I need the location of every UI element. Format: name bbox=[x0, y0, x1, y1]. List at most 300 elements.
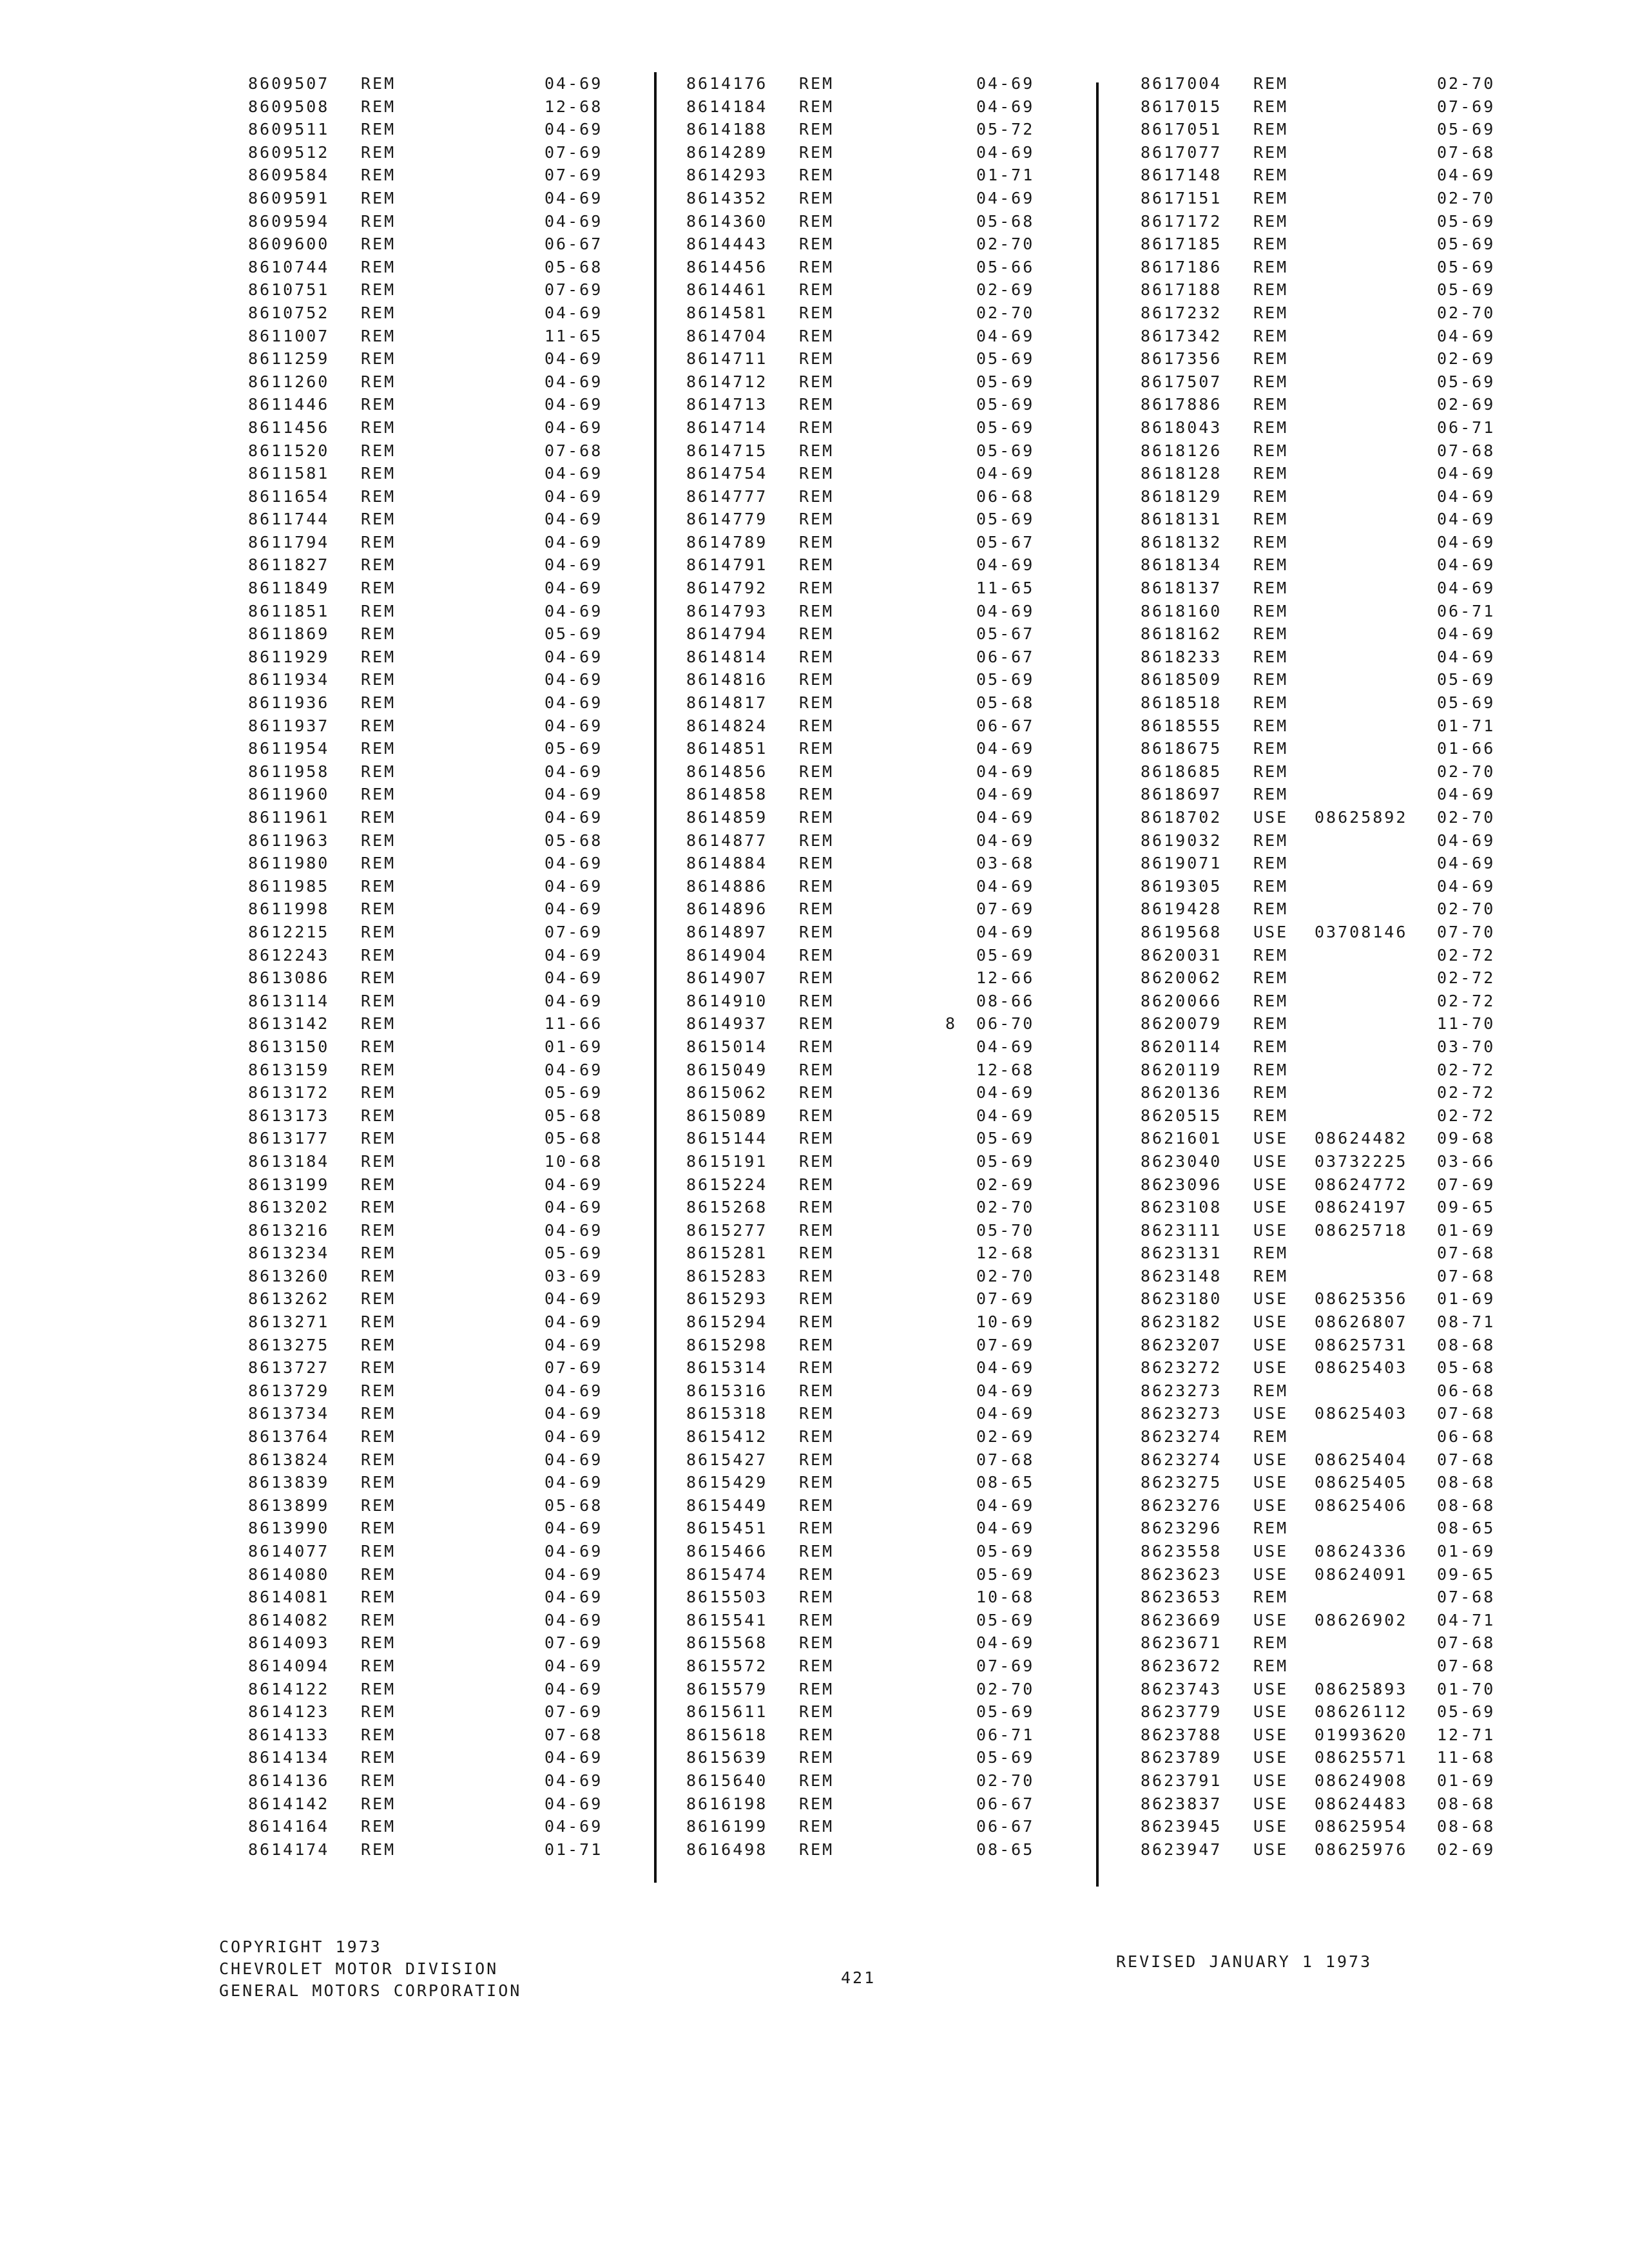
status-code: REM bbox=[361, 326, 396, 345]
status-code: REM bbox=[361, 1542, 396, 1561]
part-entry bbox=[1121, 118, 1521, 141]
status-code: REM bbox=[799, 1358, 834, 1378]
part-entry bbox=[229, 1494, 654, 1517]
part-number: 8616199 bbox=[686, 1817, 768, 1836]
part-number: 8623274 bbox=[1141, 1450, 1222, 1469]
part-number: 8614164 bbox=[248, 1817, 330, 1836]
change-date: 05-68 bbox=[976, 693, 1035, 713]
part-entry bbox=[667, 1287, 1066, 1311]
part-entry bbox=[667, 1517, 1066, 1540]
corporation-line: GENERAL MOTORS CORPORATION bbox=[219, 1981, 522, 2000]
status-code: REM bbox=[799, 418, 834, 437]
part-number: 8613990 bbox=[248, 1519, 330, 1538]
part-number: 8615283 bbox=[686, 1266, 768, 1285]
status-code: REM bbox=[361, 831, 396, 850]
part-entry bbox=[667, 898, 1066, 921]
status-code: REM bbox=[361, 1427, 396, 1446]
part-entry bbox=[229, 1334, 654, 1357]
status-code: REM bbox=[799, 1495, 834, 1515]
part-number: 8614176 bbox=[686, 74, 768, 93]
part-entry bbox=[667, 325, 1066, 348]
status-code: REM bbox=[1253, 899, 1289, 919]
part-entry bbox=[1121, 531, 1521, 554]
change-date: 04-69 bbox=[545, 188, 603, 207]
part-entry bbox=[1121, 1540, 1521, 1563]
part-number: 8618043 bbox=[1141, 418, 1222, 437]
change-date: 05-69 bbox=[976, 945, 1035, 965]
part-number: 8623273 bbox=[1141, 1381, 1222, 1400]
change-date: 04-69 bbox=[545, 716, 603, 735]
part-entry bbox=[667, 622, 1066, 646]
change-date: 04-69 bbox=[976, 142, 1035, 162]
status-code: REM bbox=[361, 1794, 396, 1813]
part-number: 8611520 bbox=[248, 441, 330, 460]
part-number: 8618697 bbox=[1141, 785, 1222, 804]
part-number: 8623743 bbox=[1141, 1679, 1222, 1698]
status-code: REM bbox=[799, 1564, 834, 1584]
part-entry bbox=[229, 302, 654, 325]
status-code: REM bbox=[361, 1679, 396, 1698]
part-number: 8615314 bbox=[686, 1358, 768, 1378]
part-number: 8623148 bbox=[1141, 1266, 1222, 1285]
part-entry bbox=[229, 600, 654, 623]
status-code: REM bbox=[1253, 235, 1289, 254]
part-entry bbox=[667, 1242, 1066, 1265]
change-date: 07-68 bbox=[1437, 1404, 1496, 1423]
change-date: 01-70 bbox=[1437, 1679, 1496, 1698]
part-entry bbox=[1121, 302, 1521, 325]
status-code: REM bbox=[1253, 876, 1289, 896]
part-number: 8611744 bbox=[248, 510, 330, 529]
part-number: 8610752 bbox=[248, 303, 330, 322]
change-date: 11-66 bbox=[545, 1014, 603, 1033]
change-date: 06-67 bbox=[976, 1794, 1035, 1813]
change-date: 05-68 bbox=[545, 1129, 603, 1148]
part-entry bbox=[229, 1150, 654, 1173]
change-date: 12-68 bbox=[976, 1244, 1035, 1263]
change-date: 05-69 bbox=[976, 395, 1035, 414]
part-number: 8611794 bbox=[248, 532, 330, 552]
replacement-part: 08625893 bbox=[1315, 1679, 1408, 1698]
part-number: 8617151 bbox=[1141, 188, 1222, 207]
part-number: 8611936 bbox=[248, 693, 330, 713]
part-number: 8623945 bbox=[1141, 1817, 1222, 1836]
status-code: REM bbox=[799, 555, 834, 575]
status-code: REM bbox=[361, 1381, 396, 1400]
part-number: 8613114 bbox=[248, 991, 330, 1010]
status-code: REM bbox=[361, 1495, 396, 1515]
change-date: 11-68 bbox=[1437, 1748, 1496, 1767]
status-code: REM bbox=[1253, 1083, 1289, 1102]
part-number: 8623096 bbox=[1141, 1175, 1222, 1194]
part-entry bbox=[667, 715, 1066, 738]
part-entry bbox=[229, 462, 654, 485]
part-entry bbox=[229, 783, 654, 806]
change-date: 02-70 bbox=[1437, 188, 1496, 207]
part-number: 8623296 bbox=[1141, 1519, 1222, 1538]
status-code: REM bbox=[1253, 831, 1289, 850]
part-entry bbox=[229, 1059, 654, 1082]
status-code: REM bbox=[361, 1702, 396, 1722]
status-code: REM bbox=[799, 1244, 834, 1263]
change-date: 03-68 bbox=[976, 854, 1035, 873]
change-date: 04-69 bbox=[545, 303, 603, 322]
change-date: 02-72 bbox=[1437, 1106, 1496, 1125]
part-number: 8618509 bbox=[1141, 670, 1222, 689]
part-entry bbox=[667, 1609, 1066, 1632]
status-code: REM bbox=[361, 693, 396, 713]
part-number: 8614910 bbox=[686, 991, 768, 1010]
part-entry bbox=[1121, 1196, 1521, 1219]
change-date: 05-69 bbox=[1437, 235, 1496, 254]
status-code: USE bbox=[1253, 808, 1289, 827]
status-code: REM bbox=[361, 1151, 396, 1171]
status-code: REM bbox=[799, 1610, 834, 1629]
status-code: REM bbox=[799, 716, 834, 735]
change-date: 05-67 bbox=[976, 624, 1035, 644]
status-code: REM bbox=[799, 1633, 834, 1653]
part-entry bbox=[229, 553, 654, 577]
change-date: 04-69 bbox=[545, 647, 603, 666]
change-date: 04-69 bbox=[545, 601, 603, 620]
status-code: REM bbox=[1253, 97, 1289, 116]
part-entry bbox=[229, 737, 654, 760]
change-date: 04-69 bbox=[545, 1679, 603, 1698]
part-number: 8609600 bbox=[248, 235, 330, 254]
change-date: 04-69 bbox=[1437, 647, 1496, 666]
change-date: 12-66 bbox=[976, 968, 1035, 988]
status-code: REM bbox=[361, 579, 396, 598]
part-number: 8611937 bbox=[248, 716, 330, 735]
status-code: REM bbox=[361, 1037, 396, 1056]
part-entry bbox=[1121, 760, 1521, 783]
part-number: 8613216 bbox=[248, 1220, 330, 1240]
part-number: 8609508 bbox=[248, 97, 330, 116]
part-number: 8615429 bbox=[686, 1473, 768, 1492]
status-code: REM bbox=[1253, 555, 1289, 575]
part-number: 8614188 bbox=[686, 120, 768, 139]
part-entry bbox=[1121, 600, 1521, 623]
part-entry bbox=[1121, 668, 1521, 691]
part-entry bbox=[667, 439, 1066, 463]
change-date: 04-69 bbox=[545, 211, 603, 231]
status-code: REM bbox=[361, 716, 396, 735]
part-entry bbox=[667, 347, 1066, 370]
status-code: REM bbox=[361, 1656, 396, 1675]
part-number: 8611849 bbox=[248, 579, 330, 598]
part-number: 8614792 bbox=[686, 579, 768, 598]
part-entry bbox=[667, 531, 1066, 554]
status-code: REM bbox=[361, 1404, 396, 1423]
status-code: REM bbox=[361, 876, 396, 896]
status-code: REM bbox=[799, 510, 834, 529]
status-code: REM bbox=[361, 257, 396, 276]
change-date: 04-69 bbox=[545, 372, 603, 391]
change-date: 04-69 bbox=[545, 1427, 603, 1446]
change-date: 04-69 bbox=[976, 876, 1035, 896]
status-code: USE bbox=[1253, 1771, 1289, 1790]
part-number: 8623273 bbox=[1141, 1404, 1222, 1423]
part-number: 8614443 bbox=[686, 235, 768, 254]
part-entry bbox=[667, 760, 1066, 783]
part-entry bbox=[229, 944, 654, 967]
part-entry bbox=[667, 416, 1066, 439]
part-entry bbox=[667, 1104, 1066, 1128]
part-number: 8612243 bbox=[248, 945, 330, 965]
part-number: 8614877 bbox=[686, 831, 768, 850]
part-number: 8615639 bbox=[686, 1748, 768, 1767]
change-date: 04-69 bbox=[545, 1564, 603, 1584]
part-number: 8611961 bbox=[248, 808, 330, 827]
part-number: 8623272 bbox=[1141, 1358, 1222, 1378]
change-date: 04-69 bbox=[1437, 624, 1496, 644]
part-number: 8613262 bbox=[248, 1289, 330, 1309]
change-date: 04-69 bbox=[545, 945, 603, 965]
part-entry bbox=[667, 1265, 1066, 1288]
part-number: 8613177 bbox=[248, 1129, 330, 1148]
column-divider bbox=[1096, 82, 1099, 1887]
change-date: 07-68 bbox=[1437, 1244, 1496, 1263]
part-number: 8623789 bbox=[1141, 1748, 1222, 1767]
status-code: REM bbox=[361, 785, 396, 804]
part-entry bbox=[229, 691, 654, 715]
change-date: 05-69 bbox=[545, 1083, 603, 1102]
part-number: 8617356 bbox=[1141, 349, 1222, 369]
status-code: REM bbox=[1253, 693, 1289, 713]
part-entry bbox=[667, 302, 1066, 325]
change-date: 07-69 bbox=[545, 1702, 603, 1722]
part-entry bbox=[667, 1448, 1066, 1472]
part-number: 8611007 bbox=[248, 326, 330, 345]
part-entry bbox=[667, 1150, 1066, 1173]
status-code: REM bbox=[799, 257, 834, 276]
part-number: 8615224 bbox=[686, 1175, 768, 1194]
change-date: 04-69 bbox=[545, 1817, 603, 1836]
page-number: 421 bbox=[841, 1968, 876, 1987]
part-number: 8614851 bbox=[686, 739, 768, 758]
status-code: REM bbox=[799, 670, 834, 689]
part-entry bbox=[229, 164, 654, 187]
part-entry bbox=[229, 1081, 654, 1104]
change-date: 02-69 bbox=[976, 280, 1035, 300]
change-date: 04-69 bbox=[1437, 785, 1496, 804]
part-entry bbox=[1121, 1494, 1521, 1517]
change-date: 05-69 bbox=[1437, 670, 1496, 689]
part-number: 8611929 bbox=[248, 647, 330, 666]
status-code: REM bbox=[799, 1679, 834, 1698]
part-entry bbox=[667, 646, 1066, 669]
change-date: 05-69 bbox=[1437, 257, 1496, 276]
part-number: 8615293 bbox=[686, 1289, 768, 1309]
part-entry bbox=[229, 760, 654, 783]
part-entry bbox=[229, 1792, 654, 1816]
change-date: 08-68 bbox=[1437, 1817, 1496, 1836]
status-code: REM bbox=[799, 303, 834, 322]
part-number: 8618132 bbox=[1141, 532, 1222, 552]
replacement-part: 08625571 bbox=[1315, 1748, 1408, 1767]
replacement-part: 08625954 bbox=[1315, 1817, 1408, 1836]
part-entry bbox=[1121, 898, 1521, 921]
part-number: 8623791 bbox=[1141, 1771, 1222, 1790]
replacement-part: 08625892 bbox=[1315, 808, 1408, 827]
change-date: 05-69 bbox=[976, 510, 1035, 529]
part-entry bbox=[1121, 577, 1521, 600]
part-number: 8614461 bbox=[686, 280, 768, 300]
change-date: 09-68 bbox=[1437, 1129, 1496, 1148]
part-entry bbox=[1121, 462, 1521, 485]
status-code: REM bbox=[361, 1748, 396, 1767]
status-code: REM bbox=[361, 142, 396, 162]
status-code: REM bbox=[361, 1175, 396, 1194]
part-number: 8617507 bbox=[1141, 372, 1222, 391]
part-entry bbox=[667, 852, 1066, 875]
part-number: 8615427 bbox=[686, 1450, 768, 1469]
part-entry bbox=[1121, 416, 1521, 439]
part-number: 8614122 bbox=[248, 1679, 330, 1698]
part-entry bbox=[229, 1540, 654, 1563]
part-number: 8615268 bbox=[686, 1198, 768, 1217]
part-number: 8617232 bbox=[1141, 303, 1222, 322]
part-entry bbox=[667, 95, 1066, 119]
status-code: USE bbox=[1253, 1748, 1289, 1767]
status-code: REM bbox=[361, 1106, 396, 1125]
part-number: 8614289 bbox=[686, 142, 768, 162]
status-code: USE bbox=[1253, 1198, 1289, 1217]
part-entry bbox=[667, 1379, 1066, 1403]
change-date: 05-69 bbox=[976, 670, 1035, 689]
part-number: 8623131 bbox=[1141, 1244, 1222, 1263]
part-number: 8614937 bbox=[686, 1014, 768, 1033]
change-date: 02-69 bbox=[1437, 349, 1496, 369]
part-entry bbox=[1121, 1311, 1521, 1334]
part-number: 8623274 bbox=[1141, 1427, 1222, 1446]
change-date: 01-69 bbox=[1437, 1220, 1496, 1240]
part-entry bbox=[229, 278, 654, 302]
status-code: REM bbox=[361, 1289, 396, 1309]
replacement-part: 08624091 bbox=[1315, 1564, 1408, 1584]
change-date: 04-69 bbox=[545, 1771, 603, 1790]
part-entry bbox=[1121, 95, 1521, 119]
part-number: 8618131 bbox=[1141, 510, 1222, 529]
part-number: 8611980 bbox=[248, 854, 330, 873]
change-date: 04-69 bbox=[976, 464, 1035, 483]
part-entry bbox=[1121, 370, 1521, 394]
status-code: REM bbox=[1253, 326, 1289, 345]
part-number: 8614712 bbox=[686, 372, 768, 391]
part-entry bbox=[667, 118, 1066, 141]
replacement-part: 08624908 bbox=[1315, 1771, 1408, 1790]
part-entry bbox=[1121, 210, 1521, 233]
status-code: REM bbox=[361, 166, 396, 185]
part-entry bbox=[229, 1219, 654, 1242]
part-number: 8614858 bbox=[686, 785, 768, 804]
change-date: 06-68 bbox=[1437, 1381, 1496, 1400]
status-code: REM bbox=[361, 1244, 396, 1263]
part-entry bbox=[667, 691, 1066, 715]
parts-column-3 bbox=[1121, 72, 1521, 1861]
part-entry bbox=[667, 1012, 1066, 1035]
part-entry bbox=[1121, 990, 1521, 1013]
part-number: 8613764 bbox=[248, 1427, 330, 1446]
change-date: 04-69 bbox=[976, 97, 1035, 116]
change-date: 04-69 bbox=[976, 326, 1035, 345]
change-date: 04-69 bbox=[545, 486, 603, 506]
part-number: 8613184 bbox=[248, 1151, 330, 1171]
part-entry bbox=[667, 1471, 1066, 1494]
change-date: 05-69 bbox=[976, 1702, 1035, 1722]
status-code: USE bbox=[1253, 1817, 1289, 1836]
part-entry bbox=[229, 370, 654, 394]
change-date: 07-69 bbox=[976, 1289, 1035, 1309]
part-entry bbox=[667, 600, 1066, 623]
part-entry bbox=[229, 118, 654, 141]
part-number: 8623276 bbox=[1141, 1495, 1222, 1515]
part-entry bbox=[667, 508, 1066, 531]
part-number: 8620066 bbox=[1141, 991, 1222, 1010]
change-date: 04-69 bbox=[545, 1198, 603, 1217]
status-code: REM bbox=[361, 486, 396, 506]
status-code: USE bbox=[1253, 1358, 1289, 1378]
part-number: 8615318 bbox=[686, 1404, 768, 1423]
part-entry bbox=[229, 990, 654, 1013]
part-entry bbox=[1121, 1609, 1521, 1632]
status-code: REM bbox=[1253, 670, 1289, 689]
status-code: REM bbox=[1253, 991, 1289, 1010]
part-number: 8613271 bbox=[248, 1312, 330, 1332]
status-code: REM bbox=[1253, 1106, 1289, 1125]
status-code: REM bbox=[799, 1175, 834, 1194]
status-code: REM bbox=[1253, 1588, 1289, 1607]
change-date: 05-69 bbox=[976, 1542, 1035, 1561]
part-number: 8615449 bbox=[686, 1495, 768, 1515]
copyright-block bbox=[219, 1936, 521, 2002]
status-code: REM bbox=[799, 808, 834, 827]
part-number: 8614897 bbox=[686, 922, 768, 941]
part-number: 8614136 bbox=[248, 1771, 330, 1790]
status-code: REM bbox=[361, 74, 396, 93]
part-entry bbox=[667, 1769, 1066, 1792]
part-number: 8623111 bbox=[1141, 1220, 1222, 1240]
status-code: REM bbox=[361, 854, 396, 873]
part-entry bbox=[1121, 1838, 1521, 1861]
row-marker: 8 bbox=[945, 1014, 958, 1033]
change-date: 05-69 bbox=[976, 1129, 1035, 1148]
status-code: REM bbox=[1253, 418, 1289, 437]
part-number: 8619071 bbox=[1141, 854, 1222, 873]
status-code: REM bbox=[361, 968, 396, 988]
replacement-part: 08625403 bbox=[1315, 1404, 1408, 1423]
part-number: 8613734 bbox=[248, 1404, 330, 1423]
part-entry bbox=[229, 1563, 654, 1586]
division-line: CHEVROLET MOTOR DIVISION bbox=[219, 1959, 499, 1978]
status-code: REM bbox=[1253, 647, 1289, 666]
change-date: 06-67 bbox=[976, 647, 1035, 666]
change-date: 04-69 bbox=[545, 1794, 603, 1813]
part-entry bbox=[1121, 1815, 1521, 1838]
part-entry bbox=[1121, 1471, 1521, 1494]
change-date: 02-69 bbox=[1437, 1840, 1496, 1859]
part-number: 8611827 bbox=[248, 555, 330, 575]
change-date: 04-69 bbox=[545, 785, 603, 804]
part-number: 8614142 bbox=[248, 1794, 330, 1813]
status-code: REM bbox=[1253, 785, 1289, 804]
status-code: REM bbox=[361, 1129, 396, 1148]
part-number: 8614174 bbox=[248, 1840, 330, 1859]
part-number: 8613142 bbox=[248, 1014, 330, 1033]
status-code: USE bbox=[1253, 1220, 1289, 1240]
part-entry bbox=[1121, 72, 1521, 95]
part-number: 8614859 bbox=[686, 808, 768, 827]
